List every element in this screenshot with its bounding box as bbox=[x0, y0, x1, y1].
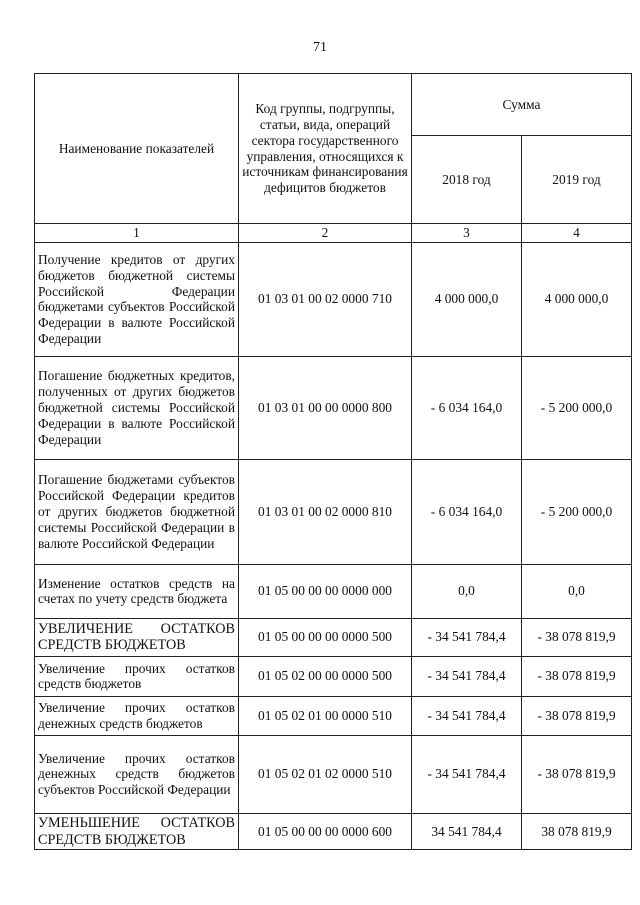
column-numbers-row bbox=[35, 224, 632, 243]
row-name: УМЕНЬШЕНИЕ ОСТАТКОВ СРЕДСТВ БЮДЖЕТОВ bbox=[35, 813, 239, 850]
row-value-2018: - 34 541 784,4 bbox=[412, 618, 522, 656]
row-value-2019: - 5 200 000,0 bbox=[522, 356, 632, 459]
row-value-2019: 0,0 bbox=[522, 564, 632, 618]
row-code: 01 03 01 00 02 0000 710 bbox=[239, 242, 412, 356]
row-name: Увеличение прочих остатков денежных средств бюджетов bbox=[35, 696, 239, 735]
row-code: 01 05 00 00 00 0000 500 bbox=[239, 618, 412, 656]
budget-sources-table bbox=[34, 73, 632, 850]
header-sum: Сумма bbox=[412, 74, 632, 136]
row-name: Увеличение прочих остатков средств бюджетов bbox=[35, 656, 239, 696]
row-name: Погашение бюджетами субъектов Российской Федерации кредитов от других бюджетов бюджетной системы Российской Федерации в валюте Российской Федерации bbox=[35, 459, 239, 564]
header-name: Наименование показателей bbox=[35, 74, 239, 224]
table-row bbox=[35, 564, 632, 618]
row-value-2018: 0,0 bbox=[412, 564, 522, 618]
row-code: 01 03 01 00 00 0000 800 bbox=[239, 356, 412, 459]
row-value-2018: - 34 541 784,4 bbox=[412, 696, 522, 735]
row-value-2018: - 6 034 164,0 bbox=[412, 459, 522, 564]
row-value-2018: 34 541 784,4 bbox=[412, 813, 522, 850]
row-value-2019: - 38 078 819,9 bbox=[522, 696, 632, 735]
row-value-2019: 38 078 819,9 bbox=[522, 813, 632, 850]
row-value-2018: - 34 541 784,4 bbox=[412, 735, 522, 813]
row-code: 01 05 02 01 02 0000 510 bbox=[239, 735, 412, 813]
row-value-2019: - 38 078 819,9 bbox=[522, 656, 632, 696]
column-number: 2 bbox=[239, 224, 412, 243]
column-number: 4 bbox=[522, 224, 632, 243]
column-number: 1 bbox=[35, 224, 239, 243]
page-number: 71 bbox=[313, 40, 327, 55]
row-value-2019: - 38 078 819,9 bbox=[522, 735, 632, 813]
table-row bbox=[35, 459, 632, 564]
table-row bbox=[35, 656, 632, 696]
row-value-2018: - 34 541 784,4 bbox=[412, 656, 522, 696]
row-name: УВЕЛИЧЕНИЕ ОСТАТКОВ СРЕДСТВ БЮДЖЕТОВ bbox=[35, 618, 239, 656]
header-row-top bbox=[35, 74, 632, 136]
table-row bbox=[35, 356, 632, 459]
row-code: 01 05 02 00 00 0000 500 bbox=[239, 656, 412, 696]
row-name: Увеличение прочих остатков денежных средств бюджетов субъектов Российской Федерации bbox=[35, 735, 239, 813]
column-number: 3 bbox=[412, 224, 522, 243]
row-value-2018: - 6 034 164,0 bbox=[412, 356, 522, 459]
row-code: 01 05 02 01 00 0000 510 bbox=[239, 696, 412, 735]
row-code: 01 03 01 00 02 0000 810 bbox=[239, 459, 412, 564]
table-row bbox=[35, 242, 632, 356]
table-row bbox=[35, 813, 632, 850]
table-row bbox=[35, 735, 632, 813]
row-value-2019: - 38 078 819,9 bbox=[522, 618, 632, 656]
row-value-2018: 4 000 000,0 bbox=[412, 242, 522, 356]
table-row bbox=[35, 618, 632, 656]
row-name: Погашение бюджетных кредитов, полученных от других бюджетов бюджетной системы Российской Федерации в валюте Российской Федерации bbox=[35, 356, 239, 459]
row-code: 01 05 00 00 00 0000 600 bbox=[239, 813, 412, 850]
header-year-2019: 2019 год bbox=[522, 136, 632, 224]
row-name: Изменение остатков средств на счетах по учету средств бюджета bbox=[35, 564, 239, 618]
row-code: 01 05 00 00 00 0000 000 bbox=[239, 564, 412, 618]
row-value-2019: 4 000 000,0 bbox=[522, 242, 632, 356]
header-code: Код группы, подгруппы, статьи, вида, операций сектора государственного управления, относящихся к источникам финансирования дефицитов бюджетов bbox=[239, 74, 412, 224]
header-year-2018: 2018 год bbox=[412, 136, 522, 224]
row-name: Получение кредитов от других бюджетов бюджетной системы Российской Федерации бюджетами субъектов Российской Федерации в валюте Российской Федерации bbox=[35, 242, 239, 356]
table-row bbox=[35, 696, 632, 735]
row-value-2019: - 5 200 000,0 bbox=[522, 459, 632, 564]
